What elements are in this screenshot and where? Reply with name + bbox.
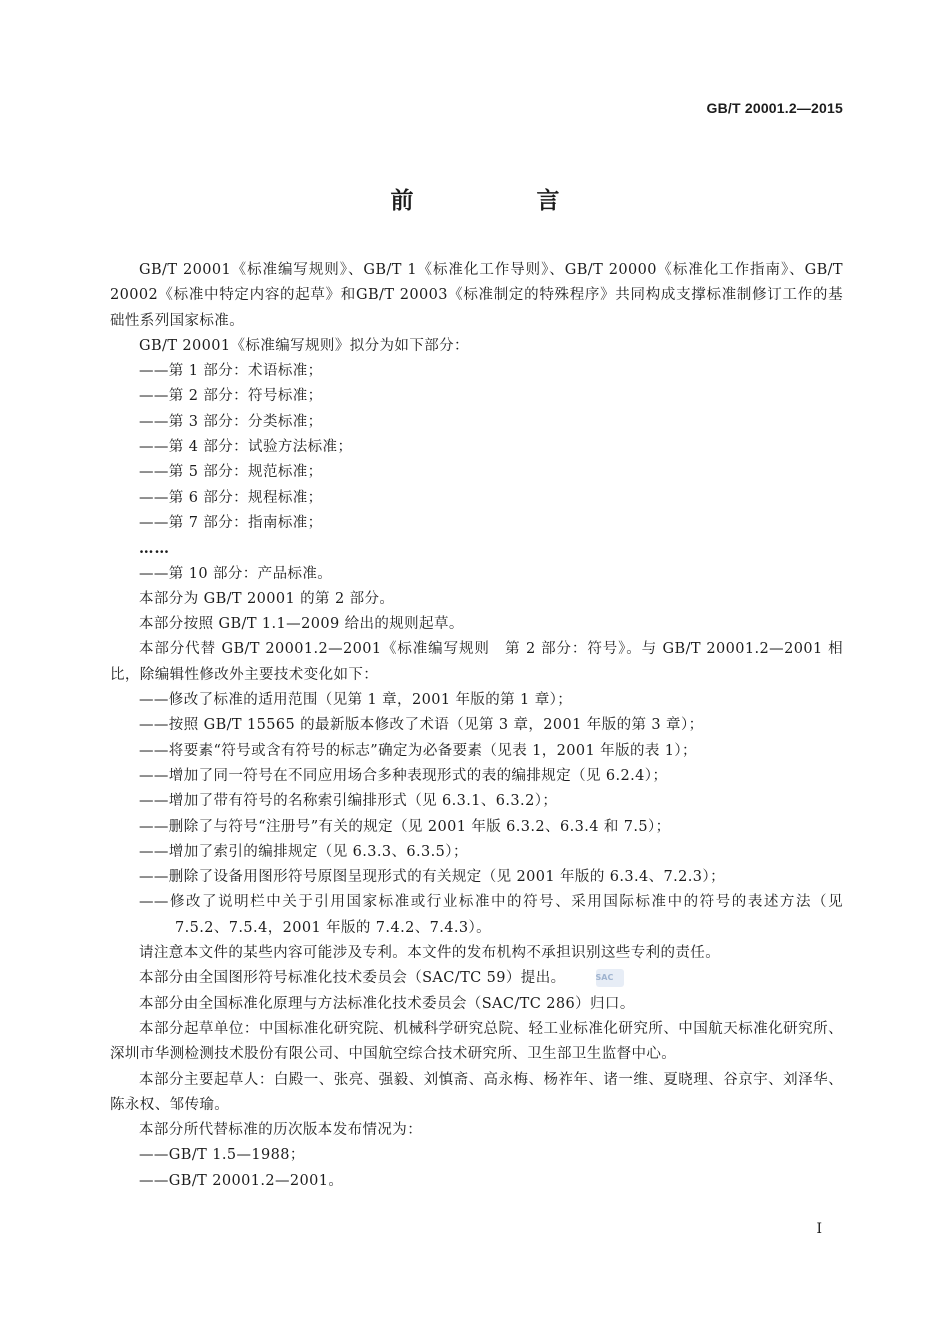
paragraph-responsible-committee: 本部分由全国标准化原理与方法标准化技术委员会（SAC/TC 286）归口。 xyxy=(139,995,635,1012)
paragraph-replacement: 本部分代替 GB/T 20001.2—2001《标准编写规则 第 2 部分：符号》。与 GB/T 20001.2—2001 相比，除编辑性修改外主要技术变化如下： xyxy=(110,641,843,683)
list-item-part-10: ——第 10 部分：产品标准。 xyxy=(139,565,333,582)
proposer-text: 本部分由全国图形符号标准化技术委员会（SAC/TC 59）提出。 xyxy=(139,970,566,987)
foreword-body xyxy=(110,258,843,1194)
standard-code: GB/T 20001.2—2015 xyxy=(706,100,843,116)
list-item-change-4: ——增加了同一符号在不同应用场合多种表现形式的表的编排规定（见 6.2.4）； xyxy=(139,767,668,784)
paragraph-patent-notice: 请注意本文件的某些内容可能涉及专利。本文件的发布机构不承担识别这些专利的责任。 xyxy=(139,945,721,962)
page-number: I xyxy=(816,1221,822,1237)
list-item-change-7: ——增加了索引的编排规定（见 6.3.3、6.3.5）； xyxy=(139,843,468,860)
paragraph-part-statement: 本部分为 GB/T 20001 的第 2 部分。 xyxy=(139,590,395,607)
list-item-change-1: ——修改了标准的适用范围（见第 1 章，2001 年版的第 1 章）； xyxy=(139,692,573,709)
paragraph-history-intro: 本部分所代替标准的历次版本发布情况为： xyxy=(139,1122,423,1139)
list-item-part-4: ——第 4 部分：试验方法标准； xyxy=(139,439,353,456)
paragraph-drafters: 本部分主要起草人：白殿一、张亮、强毅、刘慎斋、高永梅、杨祚年、诸一维、夏晓理、谷京宇、刘泽华、陈永权、邹传瑜。 xyxy=(110,1071,843,1113)
list-item-part-7: ——第 7 部分：指南标准； xyxy=(139,514,323,531)
paragraph-intro: GB/T 20001《标准编写规则》、GB/T 1《标准化工作导则》、GB/T 20000《标准化工作指南》、GB/T 20002《标准中特定内容的起草》和GB/T 20003《标准制定的特殊程序》共同构成支撑标准制修订工作的基础性系列国家标准。 xyxy=(110,262,843,329)
sac-logo-icon: SAC xyxy=(596,969,624,987)
list-ellipsis: …… xyxy=(139,540,170,558)
list-item-change-5: ——增加了带有符号的名称索引编排形式（见 6.3.1、6.3.2）； xyxy=(139,793,558,810)
list-item-part-5: ——第 5 部分：规范标准； xyxy=(139,464,323,481)
list-item-change-9: ——修改了说明栏中关于引用国家标准或行业标准中的符号、采用国际标准中的符号的表述方法（见 7.5.2、7.5.4，2001 年版的 7.4.2、7.4.3）。 xyxy=(139,894,843,936)
list-item-history-2: ——GB/T 20001.2—2001。 xyxy=(139,1172,344,1189)
list-item-change-2: ——按照 GB/T 15565 的最新版本修改了术语（见第 3 章，2001 年版的第 3 章）； xyxy=(139,717,704,734)
list-item-part-6: ——第 6 部分：规程标准； xyxy=(139,489,323,506)
list-item-change-8: ——删除了设备用图形符号原图呈现形式的有关规定（见 2001 年版的 6.3.4、7.2.3）； xyxy=(139,869,725,886)
paragraph-drafting-units: 本部分起草单位：中国标准化研究院、机械科学研究总院、轻工业标准化研究所、中国航天标准化研究所、深圳市华测检测技术股份有限公司、中国航空综合技术研究所、卫生部卫生监督中心。 xyxy=(110,1020,843,1063)
list-item-change-6: ——删除了与符号“注册号”有关的规定（见 2001 年版 6.3.2、6.3.4 和 7.5）； xyxy=(139,818,671,835)
list-item-part-1: ——第 1 部分：术语标准； xyxy=(139,363,323,380)
page-title: 前 言 xyxy=(390,188,610,214)
paragraph-proposer xyxy=(110,966,843,991)
list-item-part-3: ——第 3 部分：分类标准； xyxy=(139,413,323,430)
list-item-part-2: ——第 2 部分：符号标准； xyxy=(139,388,323,405)
list-item-history-1: ——GB/T 1.5—1988； xyxy=(139,1147,305,1164)
list-item-change-3: ——将要素“符号或含有符号的标志”确定为必备要素（见表 1，2001 年版的表 1）； xyxy=(139,742,697,759)
paragraph-parts-intro: GB/T 20001《标准编写规则》拟分为如下部分： xyxy=(139,337,469,354)
paragraph-drafting-rules: 本部分按照 GB/T 1.1—2009 给出的规则起草。 xyxy=(139,616,464,633)
